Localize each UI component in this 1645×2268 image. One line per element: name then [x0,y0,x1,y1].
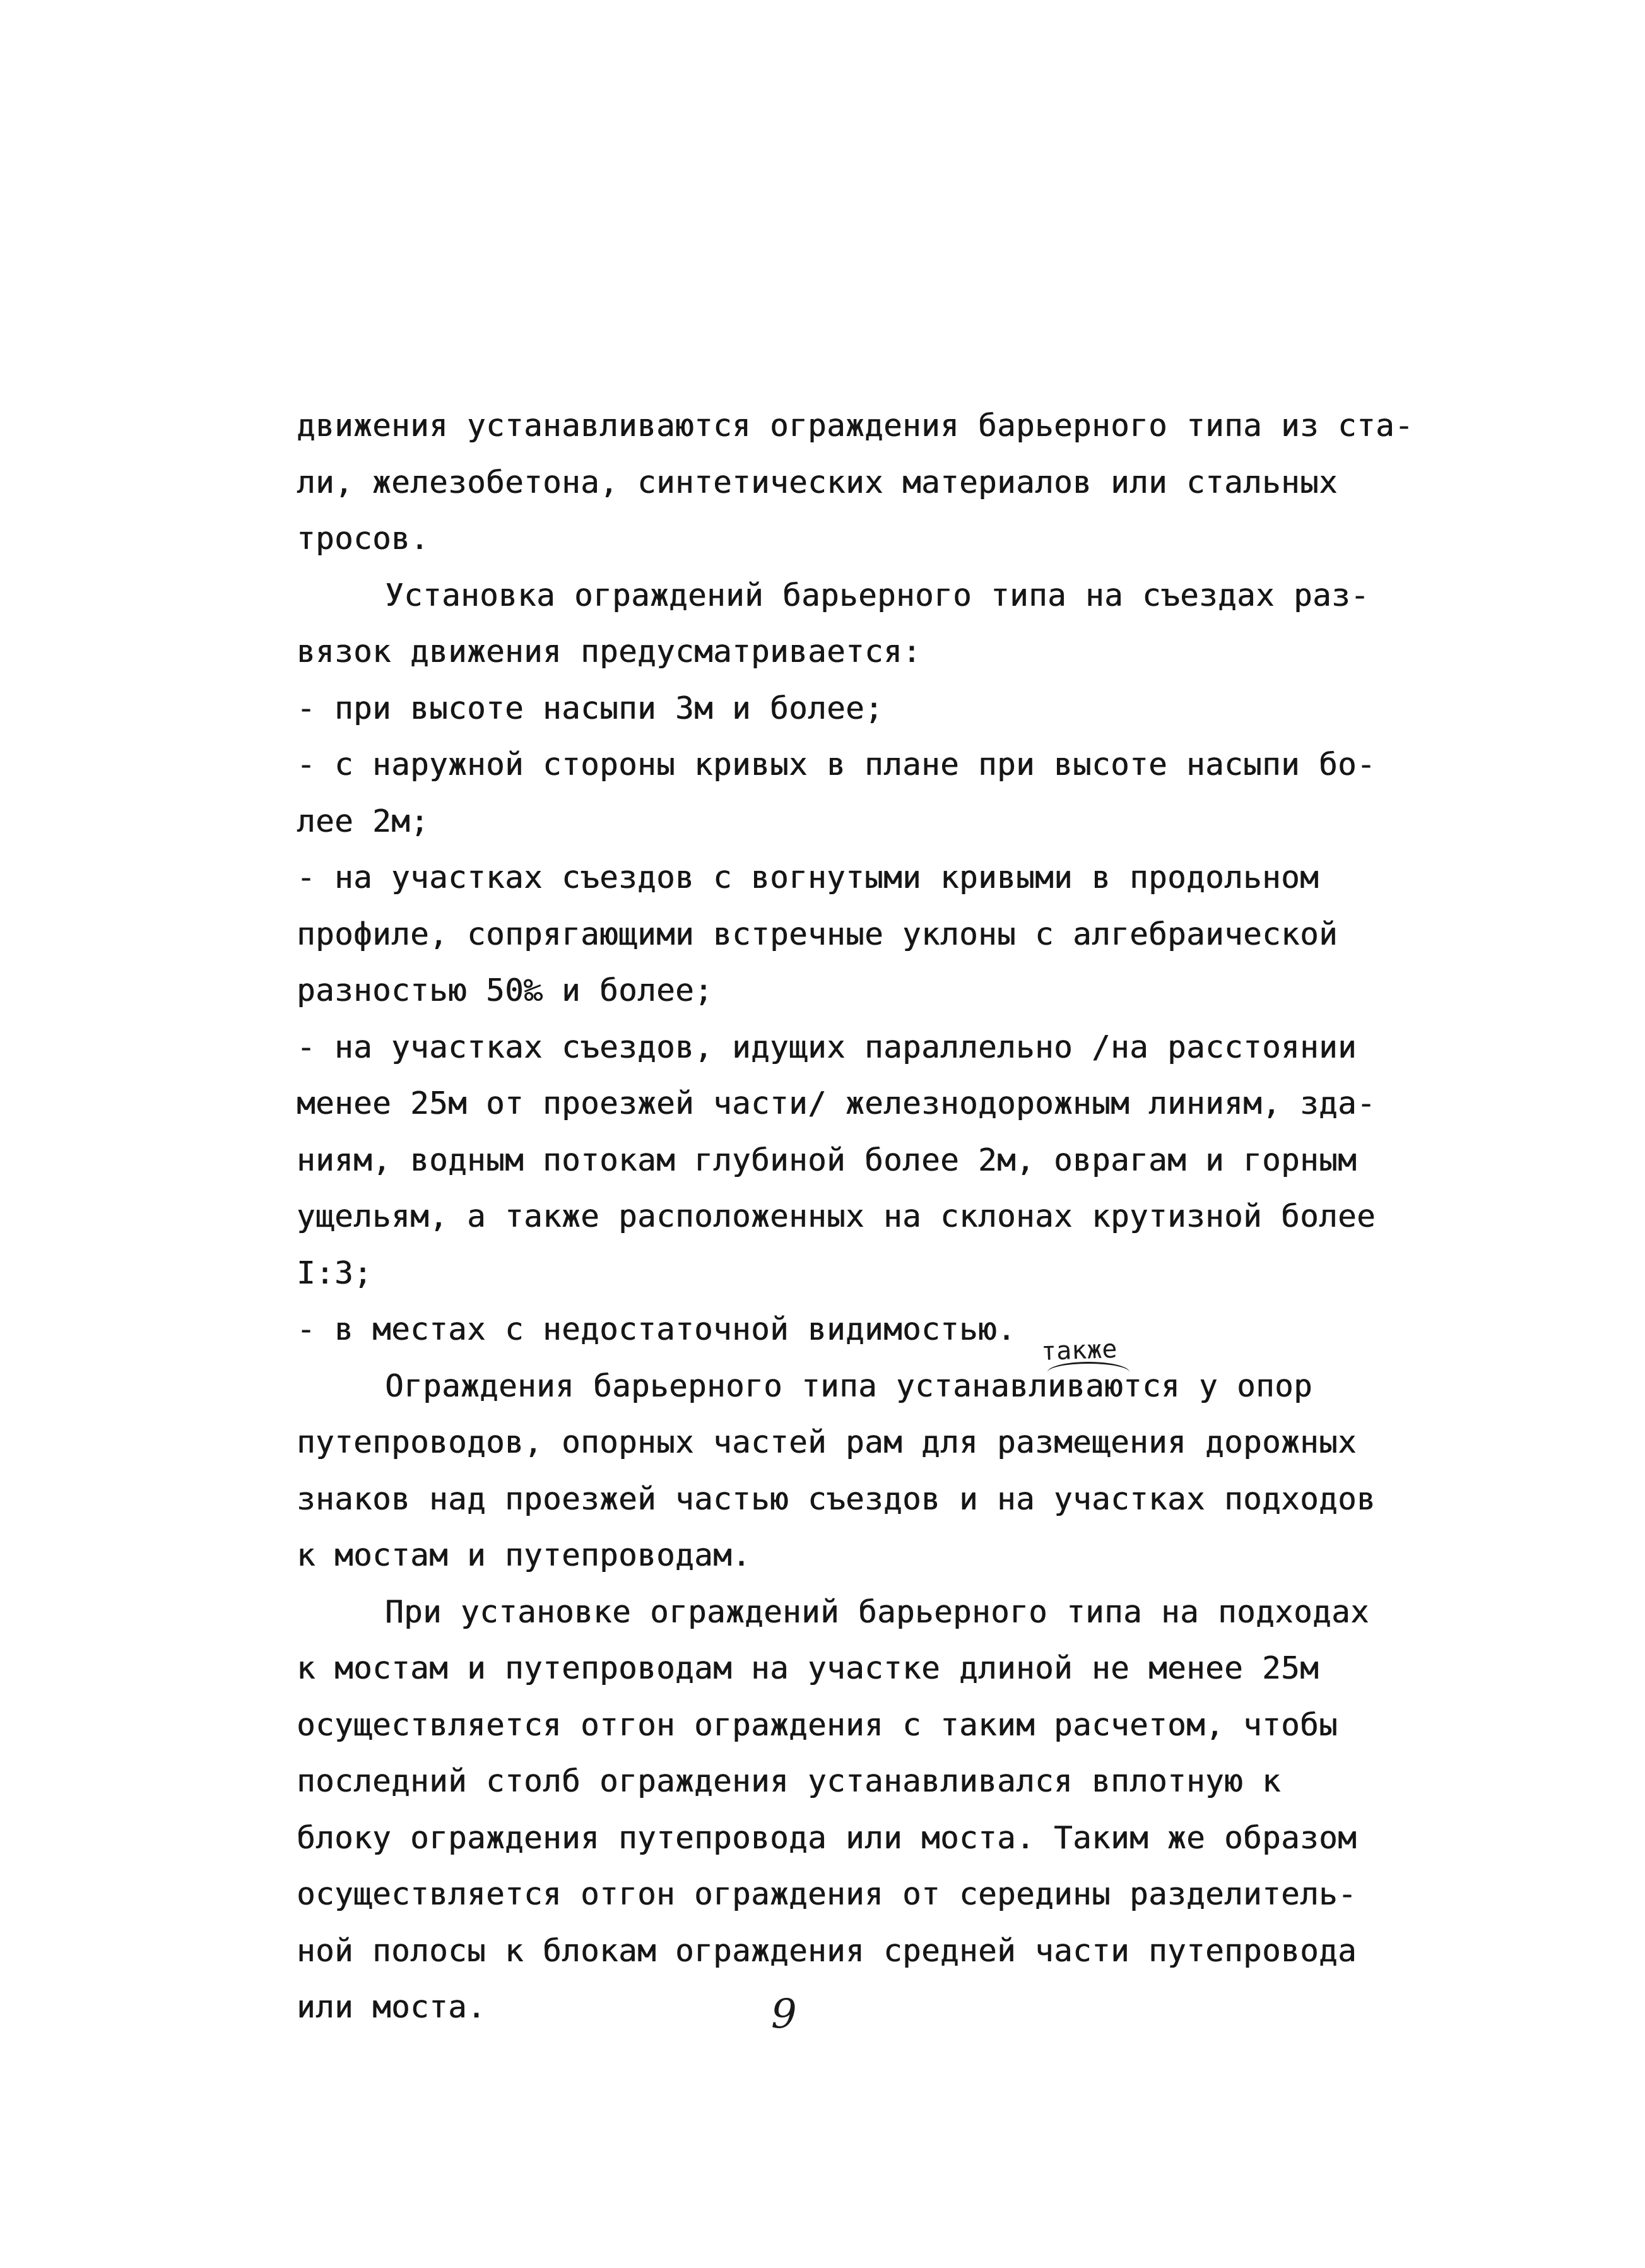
text-line: осуществляется отгон ограждения от середины разделитель- [297,1876,1357,1912]
text-line: знаков над проезжей частью съездов и на участках подходов [297,1480,1376,1517]
text-line: ущельям, а также расположенных на склонах крутизной более [297,1198,1376,1234]
text-line: ниям, водным потокам глубиной более 2м, оврагам и горным [297,1142,1357,1178]
text-line: Ограждения барьерного типа устанавливаются у опор [385,1367,1313,1404]
text-line: профиле, сопрягающими встречные уклоны с алгебраической [297,916,1338,952]
text-line: к мостам и путепроводам. [297,1537,752,1573]
text-line: или моста. [297,1989,486,2025]
text-line: последний столб ограждения устанавливался вплотную к [297,1763,1282,1799]
text-line: Установка ограждений барьерного типа на съездах раз- [385,577,1370,613]
text-line: I:3; [297,1255,373,1291]
body-text [297,398,1414,2036]
page-number: 9 [771,1991,797,2038]
text-line: При установке ограждений барьерного типа на подходах [385,1593,1370,1630]
text-line: ной полосы к блокам ограждения средней части путепровода [297,1932,1357,1969]
text-line: к мостам и путепроводам на участке длиной не менее 25м [297,1650,1319,1686]
text-line: - с наружной стороны кривых в плане при высоте насыпи бо- [297,747,1376,783]
text-line: - на участках съездов с вогнутыми кривыми в продольном [297,859,1319,895]
text-line: - на участках съездов, идущих параллельно /на расстоянии [297,1029,1357,1065]
insertion-mark [1047,1362,1129,1383]
handwritten-insertion: также [1041,1334,1118,1367]
text-line: осуществляется отгон ограждения с таким расчетом, чтобы [297,1706,1338,1743]
text-line: - в местах с недостаточной видимостью. [297,1311,1017,1347]
text-line: блоку ограждения путепровода или моста. Таким же образом [297,1819,1357,1856]
text-line: путепроводов, опорных частей рам для размещения дорожных [297,1424,1357,1460]
text-line: движения устанавливаются ограждения барьерного типа из ста- [297,408,1414,444]
text-line: менее 25м от проезжей части/ железнодорожным линиям, зда- [297,1085,1376,1121]
text-line: ли, железобетона, синтетических материалов или стальных [297,464,1338,500]
text-line: тросов. [297,521,430,557]
text-line: лее 2м; [297,803,430,839]
text-line: вязок движения предусматривается: [297,634,922,670]
text-line: разностью 50‰ и более; [297,972,714,1008]
text-line: - при высоте насыпи 3м и более; [297,690,884,726]
